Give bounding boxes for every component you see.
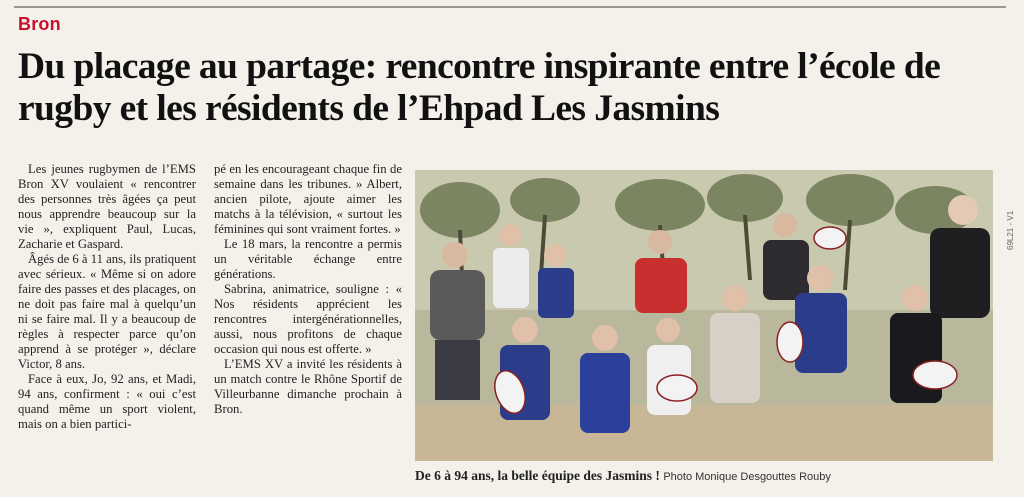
page-code: 69L21 - V1 [1006,210,1015,250]
paragraph: Sabrina, animatrice, souligne : « Nos résidents apprécient les rencontres intergénérationnelles, aussi, nous profitons de chaque occasion qui nous est offerte. » [214,282,402,356]
article-column-1 [18,162,196,432]
paragraph: L’EMS XV a invité les résidents à un match contre le Rhône Sportif de Villeurbanne dimanche prochain à Bron. [214,357,402,416]
article-column-2 [214,162,402,417]
group-photo [415,170,993,461]
photo-caption [415,468,1005,484]
paragraph: Face à eux, Jo, 92 ans, et Madi, 94 ans, confirment : « oui c’est quand même un sport violent, mais on a bien partici- [18,372,196,431]
caption-text: De 6 à 94 ans, la belle équipe des Jasmins ! [415,468,660,483]
paragraph: Les jeunes rugbymen de l’EMS Bron XV voulaient « rencontrer des personnes très âgées ça peut nous apprendre beaucoup sur la vie », expliquent Paul, Lucas, Zacharie et Gaspard. [18,162,196,251]
section-kicker: Bron [18,14,61,34]
photo-illustration [415,170,993,461]
paragraph: Âgés de 6 à 11 ans, ils pratiquent avec sérieux. « Même si on adore faire des passes et des placages, on ne doit pas faire mal à quelqu’un ni se faire mal. Il y a beaucoup de règles à respecter parce qu’on apprend à se protéger », déclare Victor, 8 ans. [18,252,196,371]
top-rule [14,6,1006,8]
paragraph: pé en les encourageant chaque fin de semaine dans les tribunes. » Albert, ancien pilote, ajoute aimer les matchs à la télévision, « surtout les féminines qui sont vraiment fortes. » [214,162,402,236]
article-headline: Du placage au partage: rencontre inspirante entre l’école de rugby et les résidents de l’Ehpad Les Jasmins [18,46,941,129]
photo-credit: Photo Monique Desgouttes Rouby [663,471,831,483]
paragraph: Le 18 mars, la rencontre a permis un véritable échange entre générations. [214,237,402,281]
